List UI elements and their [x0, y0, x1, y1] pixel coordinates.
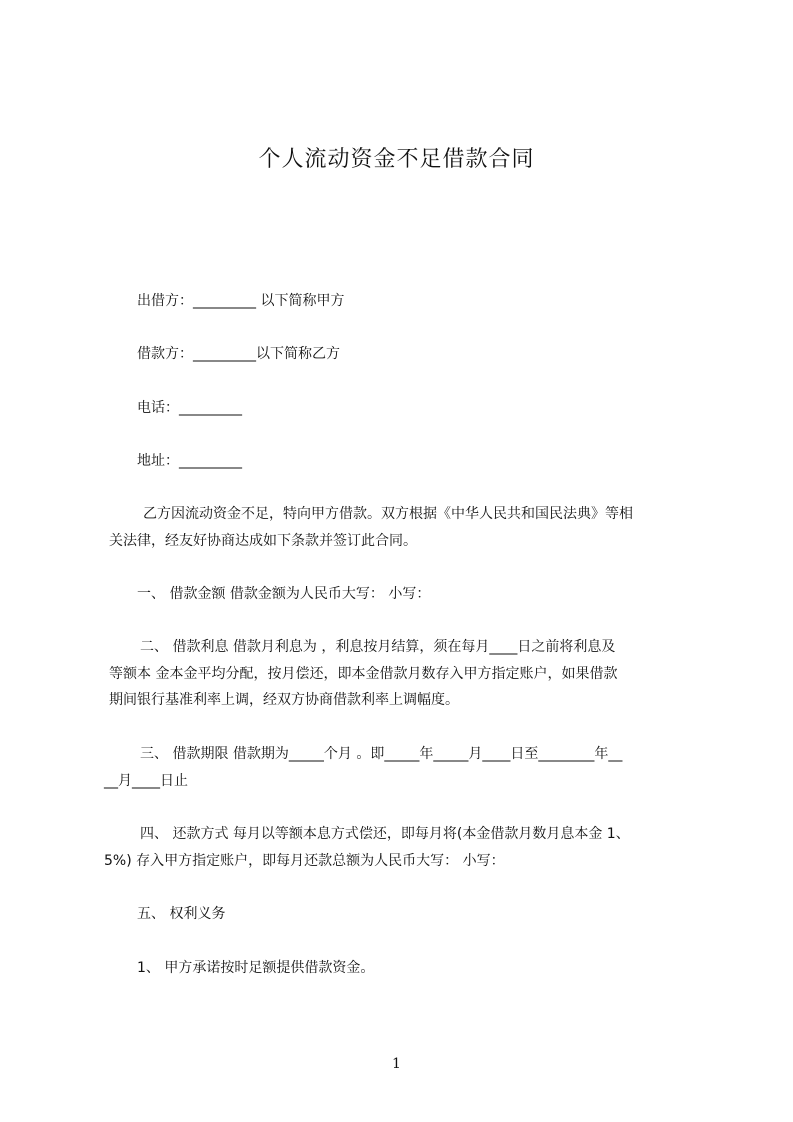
borrower-line: 借款方：_________以下简称乙方 — [137, 346, 340, 362]
lender-line: 出借方：_________ 以下简称甲方 — [137, 293, 345, 309]
clause-term-line-1: 三、 借款期限 借款期为_____个月 。即_____年_____月____日至________年__ — [140, 746, 623, 762]
clause-interest-line-3: 期间银行基准利率上调，经双方协商借款利率上调幅度。 — [109, 692, 459, 708]
clause-repayment-line-2: 5%) 存入甲方指定账户，即每月还款总额为人民币大写： 小写： — [104, 853, 505, 869]
preamble-line-2: 关法律，经友好协商达成如下条款并签订此合同。 — [109, 533, 417, 549]
clause-rights-heading: 五、 权利义务 — [137, 906, 226, 922]
clause-amount: 一、 借款金额 借款金额为人民币大写： 小写： — [137, 586, 431, 602]
document-title: 个人流动资金不足借款合同 — [258, 147, 535, 172]
clause-repayment-line-1: 四、 还款方式 每月以等额本息方式偿还，即每月将(本金借款月数月息本金 1、 — [140, 826, 630, 842]
address-line: 地址：_________ — [137, 453, 242, 469]
preamble-line-1: 乙方因流动资金不足，特向甲方借款。双方根据《中华人民共和国民法典》等相 — [143, 506, 633, 522]
page-number: 1 — [392, 1056, 401, 1072]
clause-interest-line-2: 等额本 金本金平均分配，按月偿还，即本金借款月数存入甲方指定账户，如果借款 — [109, 666, 618, 682]
phone-line: 电话：_________ — [137, 400, 242, 416]
clause-rights-item-1: 1、 甲方承诺按时足额提供借款资金。 — [137, 960, 375, 976]
clause-term-line-2: __月____日止 — [104, 773, 188, 789]
clause-interest-line-1: 二、 借款利息 借款月利息为 ，利息按月结算，须在每月____日之前将利息及 — [140, 639, 616, 655]
